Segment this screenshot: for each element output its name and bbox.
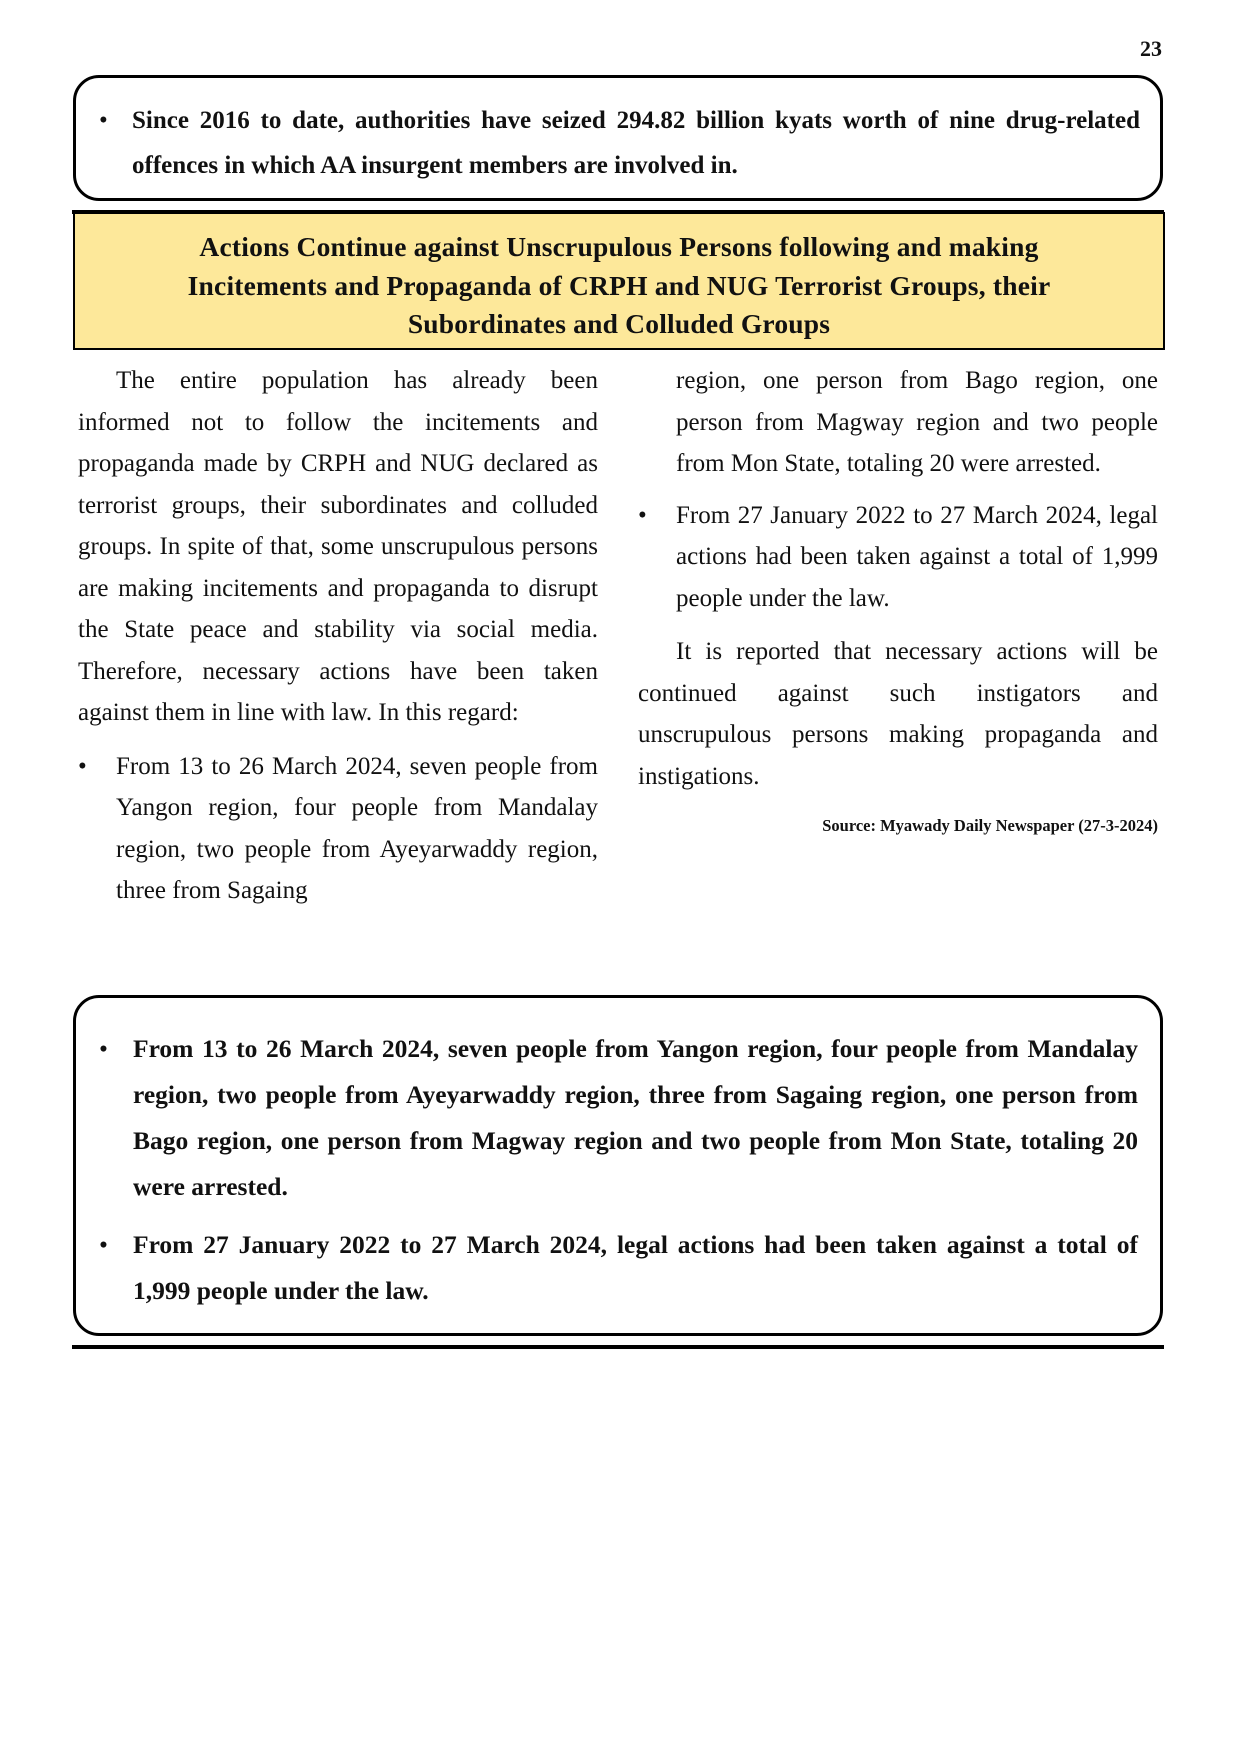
headline-line: Subordinates and Colluded Groups <box>407 308 831 339</box>
closing-paragraph: It is reported that necessary actions will be continued against such instigators and unscrupulous persons making propaganda and instigations. <box>638 638 1158 790</box>
highlight-item: • Since 2016 to date, authorities have seized 294.82 billion kyats worth of nine drug-related offences in which AA insurgent members are involved in. <box>96 98 1140 188</box>
summary-list <box>96 1026 1138 1314</box>
headline-line: Incitements and Propaganda of CRPH and NUG Terrorist Groups, their <box>187 269 1051 301</box>
legal-action-list <box>638 495 1158 620</box>
intro-paragraph: The entire population has already been informed not to follow the incitements and propaganda made by CRPH and NUG declared as terrorist groups, their subordinates and colluded groups. In spite of that, some unscrupulous persons are making incitements and propaganda to disrupt the State peace and stability via social media. Therefore, necessary actions have been taken against them in line with law. In this regard: <box>78 367 598 726</box>
highlight-box-drug-offences <box>73 75 1163 201</box>
summary-item-legal-actions: • From 27 January 2022 to 27 March 2024, legal actions had been taken against a total of 1,999 people under the law. <box>96 1222 1138 1314</box>
headline-banner <box>73 212 1165 350</box>
headline-title <box>75 228 1163 344</box>
summary-item-arrests: • From 13 to 26 March 2024, seven people from Yangon region, four people from Mandalay region, two people from Ayeyarwaddy region, three from Sagaing region, one person from Bago region, one person from Magway region and two people from Mon State, totaling 20 were arrested. <box>96 1026 1138 1210</box>
legal-action-item: • From 27 January 2022 to 27 March 2024, legal actions had been taken against a total of 1,999 people under the law. <box>638 495 1158 620</box>
arrest-item-continued: region, one person from Bago region, one person from Magway region and two people from Mon State, totaling 20 were arrested. <box>676 367 1158 477</box>
article-column-right <box>638 360 1158 837</box>
source-citation: Source: Myawady Daily Newspaper (27-3-2024) <box>822 816 1158 835</box>
article-column-left <box>78 360 598 912</box>
headline-line: Actions Continue against Unscrupulous Persons following and making <box>199 231 1039 262</box>
page-number: 23 <box>1140 36 1162 61</box>
arrest-list <box>78 746 598 912</box>
arrest-item-march: • From 13 to 26 March 2024, seven people from Yangon region, four people from Mandalay region, two people from Ayeyarwaddy region, three from Sagaing <box>78 746 598 912</box>
summary-box <box>73 995 1163 1336</box>
highlight-list <box>96 98 1140 188</box>
